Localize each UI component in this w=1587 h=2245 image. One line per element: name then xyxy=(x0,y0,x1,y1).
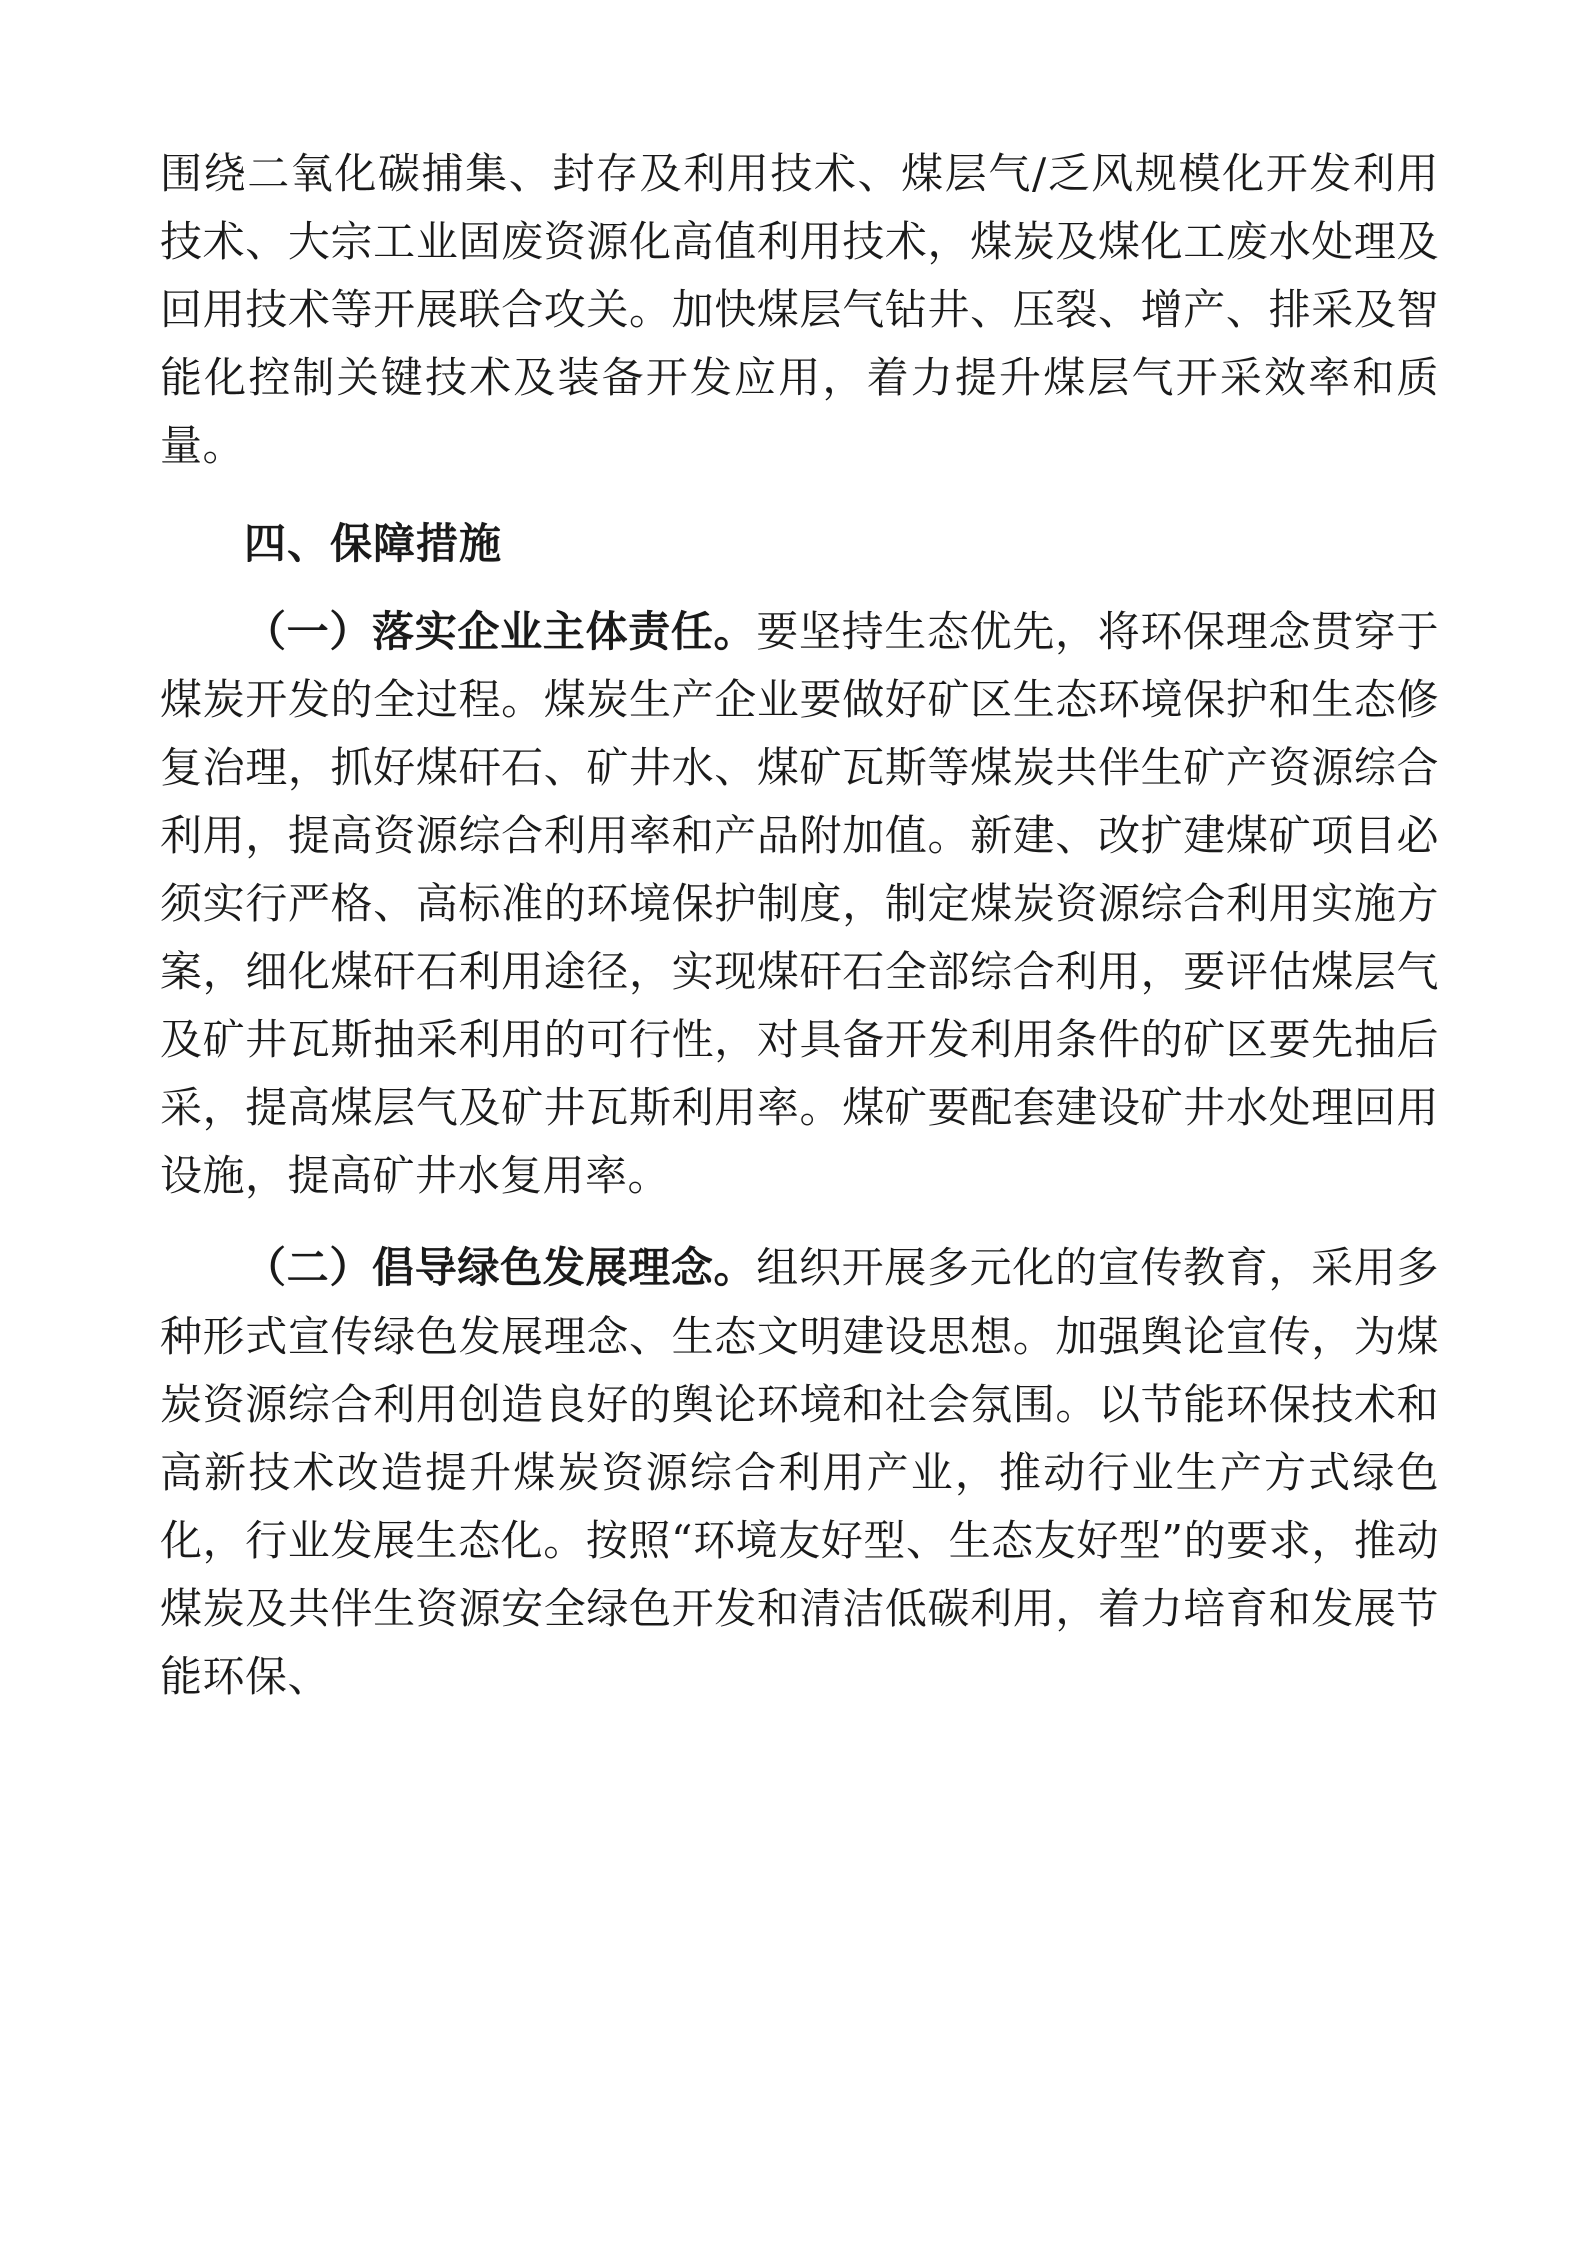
paragraph-technology-block xyxy=(160,140,1439,480)
subsection-text: 组织开展多元化的宣传教育，采用多种形式宣传绿色发展理念、生态文明建设思想。加强舆论宣传，为煤炭资源综合利用创造良好的舆论环境和社会氛围。以节能环保技术和高新技术改造提升煤炭资源综合利用产业，推动行业生产方式绿色化，行业发展生态化。按照“环境友好型、生态友好型”的要求，推动煤炭及共伴生资源安全绿色开发和清洁低碳利用，着力培育和发展节能环保、 xyxy=(160,1243,1439,1701)
subsection-green-development xyxy=(160,1234,1439,1710)
subsection-lead-label: （一）落实企业主体责任。 xyxy=(244,607,757,657)
spacer xyxy=(160,588,1439,598)
paragraph-technology: 围绕二氧化碳捕集、封存及利用技术、煤层气/乏风规模化开发利用技术、大宗工业固废资源化高值利用技术，煤炭及煤化工废水处理及回用技术等开展联合攻关。加快煤层气钻井、压裂、增产、排采及智能化控制关键技术及装备开发应用，着力提升煤层气开采效率和质量。 xyxy=(160,149,1439,471)
spacer xyxy=(160,486,1439,496)
section-heading: 四、保障措施 xyxy=(244,519,503,569)
subsection-enterprise-responsibility xyxy=(160,598,1439,1210)
subsection-paragraph xyxy=(160,1234,1439,1710)
document-body xyxy=(160,140,1439,1711)
spacer xyxy=(160,1216,1439,1234)
subsection-lead-label: （二）倡导绿色发展理念。 xyxy=(244,1243,757,1293)
subsection-text: 要坚持生态优先，将环保理念贯穿于煤炭开发的全过程。煤炭生产企业要做好矿区生态环境保护和生态修复治理，抓好煤矸石、矿井水、煤矿瓦斯等煤炭共伴生矿产资源综合利用，提高资源综合利用率和产品附加值。新建、改扩建煤矿项目必须实行严格、高标准的环境保护制度，制定煤炭资源综合利用实施方案，细化煤矸石利用途径，实现煤矸石全部综合利用，要评估煤层气及矿井瓦斯抽采利用的可行性，对具备开发利用条件的矿区要先抽后采，提高煤层气及矿井瓦斯利用率。煤矿要配套建设矿井水处理回用设施，提高矿井水复用率。 xyxy=(160,607,1439,1201)
subsection-paragraph xyxy=(160,598,1439,1210)
